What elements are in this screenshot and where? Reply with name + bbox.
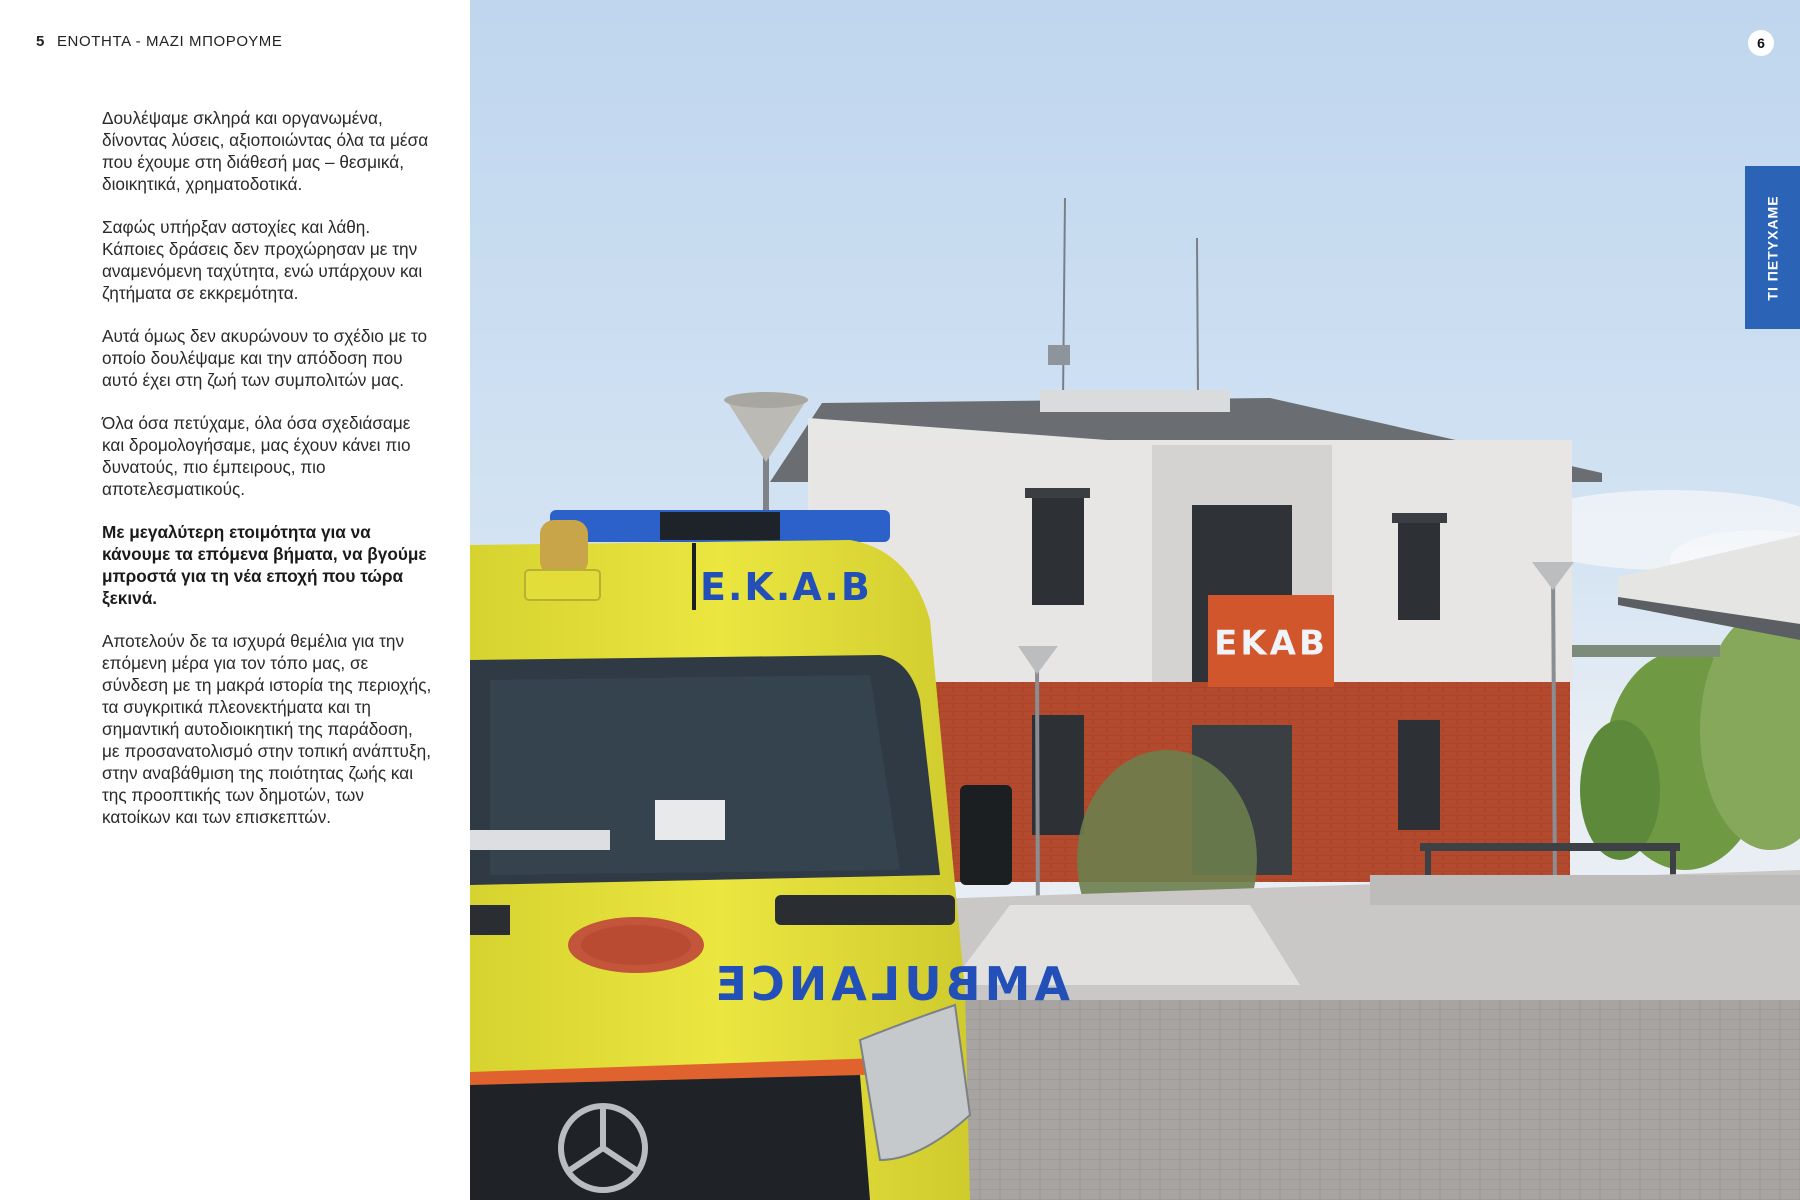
ambulance-hood-text: E.K.A.B [700, 565, 872, 609]
paragraph: Αποτελούν δε τα ισχυρά θεμέλια για την επόμενη μέρα για τον τόπο μας, σε σύνδεση με τη μακρά ιστορία της περιοχής, τα συγκριτικά πλεονεκτήματα και τη σημαντική αυτοδιοικητική της παράδοση, με προσανατολισμό στην τοπική ανάπτυξη, στην αναβάθμιση της ποιότητας ζωής και της προοπτικής των δημοτών, των κατοίκων και των επισκεπτών. [102, 631, 432, 827]
section-title: ΕΝΟΤΗΤΑ - ΜΑΖΙ ΜΠΟΡΟΥΜΕ [56, 33, 283, 50]
paragraph-bold: Με μεγαλύτερη ετοιμότητα για να κάνουμε τα επόμενα βήματα, να βγούμε μπροστά για τη νέα εποχή που τώρα ξεκινά. [102, 522, 427, 608]
ambulance-mirror-text: AMBULANCE [711, 957, 1070, 1011]
body-text [102, 107, 432, 849]
left-page [0, 0, 470, 1200]
side-tab-label: ΤΙ ΠΕΤΥΧΑΜΕ [1764, 194, 1781, 301]
page-number-left: 5 [36, 33, 45, 50]
building-sign-text: ΕΚΑΒ [1214, 623, 1328, 664]
side-tab[interactable] [1745, 166, 1800, 329]
ekab-station-photo [470, 0, 1800, 1200]
paragraph: Δουλέψαμε σκληρά και οργανωμένα, δίνοντας λύσεις, αξιοποιώντας όλα τα μέσα που έχουμε στη διάθεσή μας – θεσμικά, διοικητικά, χρηματοδοτικά. [102, 108, 429, 194]
page-header [36, 33, 283, 50]
page-number-right: 6 [1748, 30, 1774, 56]
paragraph: Αυτά όμως δεν ακυρώνουν το σχέδιο με το οποίο δουλέψαμε και την απόδοση που αυτό έχει στη ζωή των συμπολιτών μας. [102, 326, 428, 390]
right-page [470, 0, 1800, 1200]
paragraph: Όλα όσα πετύχαμε, όλα όσα σχεδιάσαμε και δρομολογήσαμε, μας έχουν κάνει πιο δυνατούς, πιο έμπειρους, πιο αποτελεσματικούς. [102, 413, 411, 499]
paragraph: Σαφώς υπήρξαν αστοχίες και λάθη. Κάποιες δράσεις δεν προχώρησαν με την αναμενόμενη ταχύτητα, ενώ υπάρχουν και ζητήματα σε εκκρεμότητα. [102, 217, 423, 303]
